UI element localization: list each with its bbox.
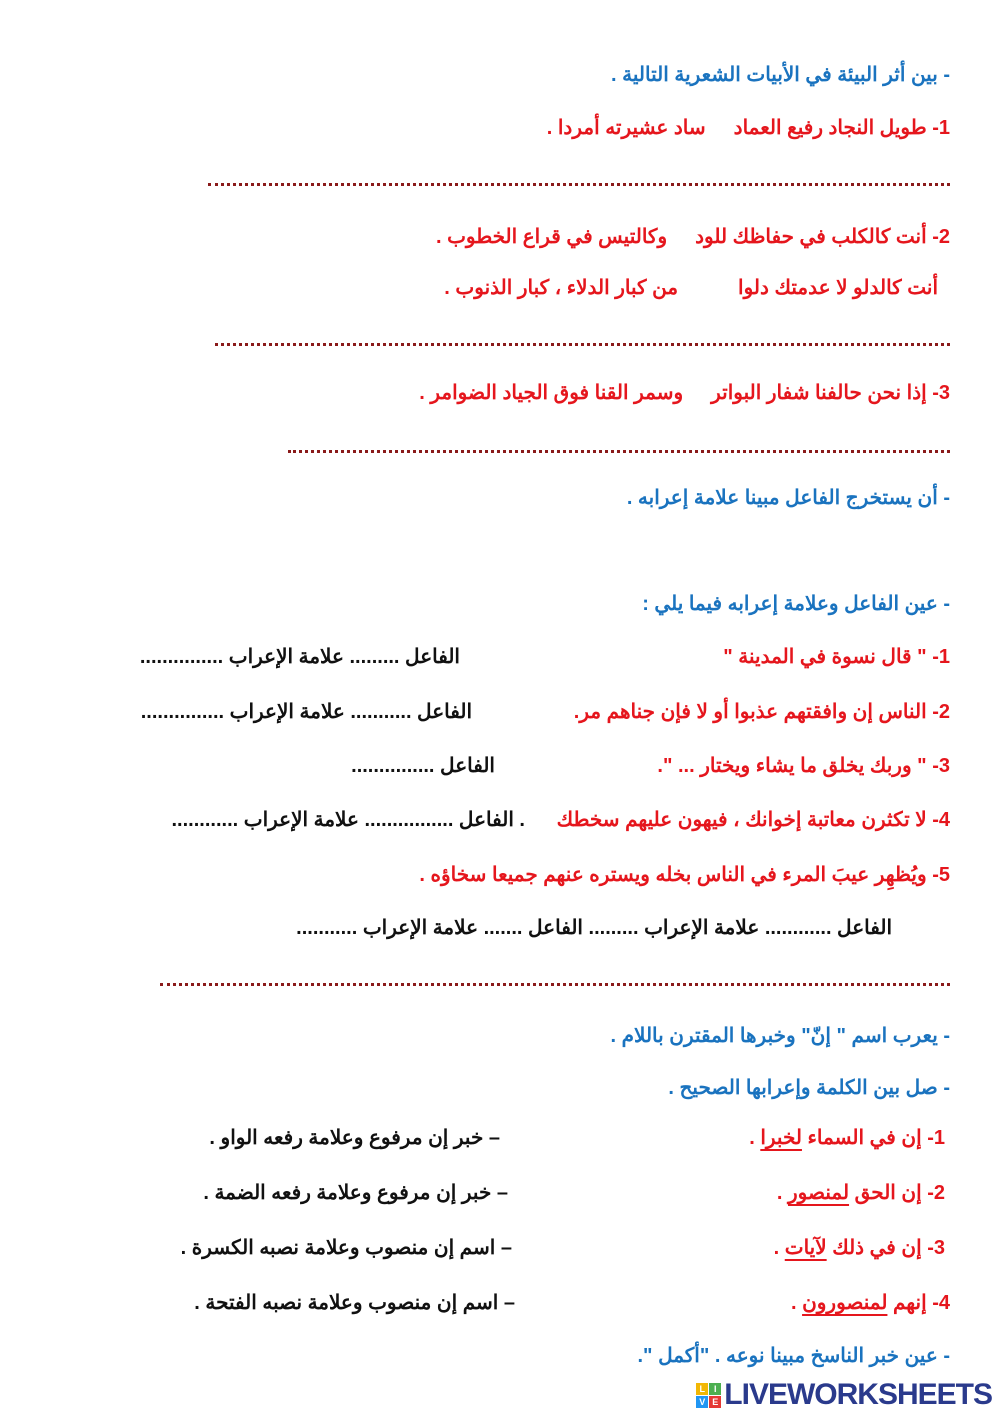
- section-heading-identify-subject: - عين الفاعل وعلامة إعرابه فيما يلي :: [642, 593, 950, 615]
- answer-line-2[interactable]: [215, 343, 950, 346]
- subject-answer-4[interactable]: . الفاعل ................ علامة الإعراب ............: [171, 809, 525, 831]
- verse-1: [547, 114, 950, 142]
- subject-sentence-2: 2- الناس إن وافقتهم عذبوا أو لا فإن جناهم مر.: [573, 701, 950, 723]
- section-heading-extract-subject: - أن يستخرج الفاعل مبينا علامة إعرابه .: [626, 487, 950, 509]
- match-right-4[interactable]: – اسم إن منصوب وعلامة نصبه الفتحة .: [194, 1292, 515, 1314]
- verse-2: [436, 223, 950, 251]
- match-left-text: 1- إن في السماء: [801, 1127, 945, 1149]
- verse-3-second-hemistich: وسمر القنا فوق الجياد الضوامر .: [419, 382, 684, 404]
- logo-badge-letter: E: [709, 1396, 721, 1408]
- match-right-3[interactable]: – اسم إن منصوب وعلامة نصبه الكسرة .: [180, 1237, 512, 1259]
- answer-line-4[interactable]: [160, 983, 950, 986]
- logo-badge-letter: I: [709, 1383, 721, 1395]
- match-left-text: 2- إن الحق: [849, 1182, 945, 1204]
- section-heading-parse-inna: - يعرب اسم " إنّ" وخبرها المقترن باللام .: [610, 1025, 950, 1047]
- verse-2b: [444, 274, 938, 302]
- section-heading-environment: - بين أثر البيئة في الأبيات الشعرية التالية .: [611, 64, 950, 86]
- underlined-word: لخبرا: [760, 1127, 802, 1149]
- subject-sentence-4: 4- لا تكثرن معاتبة إخوانك ، فيهون عليهم سخطك: [556, 809, 950, 831]
- answer-line-3[interactable]: [288, 450, 950, 453]
- subject-sentence-1: 1- " قال نسوة في المدينة ": [723, 646, 950, 668]
- verse-2-second-hemistich: وكالتيس في قراع الخطوب .: [435, 226, 668, 248]
- match-left-text: 4- إنهم: [887, 1292, 950, 1314]
- match-right-2[interactable]: – خبر إن مرفوع وعلامة رفعه الضمة .: [203, 1182, 508, 1204]
- match-left-4[interactable]: [791, 1289, 950, 1317]
- match-left-period: .: [776, 1182, 789, 1204]
- subject-answer-3[interactable]: الفاعل ...............: [351, 755, 495, 777]
- underlined-word: لمنصورون: [802, 1292, 888, 1314]
- verse-1-second-hemistich: ساد عشيرته أمردا .: [546, 117, 706, 139]
- match-left-period: .: [749, 1127, 761, 1149]
- answer-line-1[interactable]: [208, 183, 950, 186]
- section-heading-identify-predicate: - عين خبر الناسخ مبينا نوعه . "أكمل ".: [637, 1345, 950, 1367]
- verse-2b-second-hemistich: من كبار الدلاء ، كبار الذنوب .: [444, 277, 679, 299]
- match-left-3[interactable]: [774, 1234, 945, 1262]
- subject-sentence-3: 3- " وربك يخلق ما يشاء ويختار ... ".: [657, 755, 950, 777]
- verse-2-first-hemistich: 2- أنت كالكلب في حفاظك للود: [695, 226, 950, 248]
- underlined-word: لآيات: [784, 1237, 827, 1259]
- logo-text: LIVEWORKSHEETS: [724, 1378, 992, 1411]
- verse-3-first-hemistich: 3- إذا نحن حالفنا شفار البواتر: [711, 382, 950, 404]
- liveworksheets-logo: [696, 1378, 992, 1412]
- logo-badge-icon: [696, 1383, 721, 1408]
- verse-1-first-hemistich: 1- طويل النجاد رفيع العماد: [733, 117, 950, 139]
- section-heading-match: - صل بين الكلمة وإعرابها الصحيح .: [668, 1077, 950, 1099]
- match-left-text: 3- إن في ذلك: [826, 1237, 945, 1259]
- subject-answer-5[interactable]: الفاعل ............ علامة الإعراب ......... الفاعل ....... علامة الإعراب ...........: [296, 917, 892, 939]
- match-right-1[interactable]: – خبر إن مرفوع وعلامة رفعه الواو .: [209, 1127, 500, 1149]
- subject-answer-2[interactable]: الفاعل ........... علامة الإعراب ...............: [140, 701, 472, 723]
- underlined-word: لمنصور: [788, 1182, 850, 1204]
- match-left-period: .: [790, 1292, 803, 1314]
- match-left-2[interactable]: [777, 1179, 945, 1207]
- verse-2b-first-hemistich: أنت كالدلو لا عدمتك دلوا: [738, 277, 938, 299]
- match-left-1[interactable]: [749, 1124, 945, 1152]
- match-left-period: .: [773, 1237, 785, 1259]
- subject-sentence-5: 5- ويُظهِر عيبَ المرء في الناس بخله ويستره عنهم جميعا سخاؤه .: [419, 864, 950, 886]
- logo-badge-letter: L: [696, 1383, 708, 1395]
- logo-badge-letter: V: [696, 1396, 708, 1408]
- subject-answer-1[interactable]: الفاعل ......... علامة الإعراب ...............: [139, 646, 460, 668]
- verse-3: [419, 379, 950, 407]
